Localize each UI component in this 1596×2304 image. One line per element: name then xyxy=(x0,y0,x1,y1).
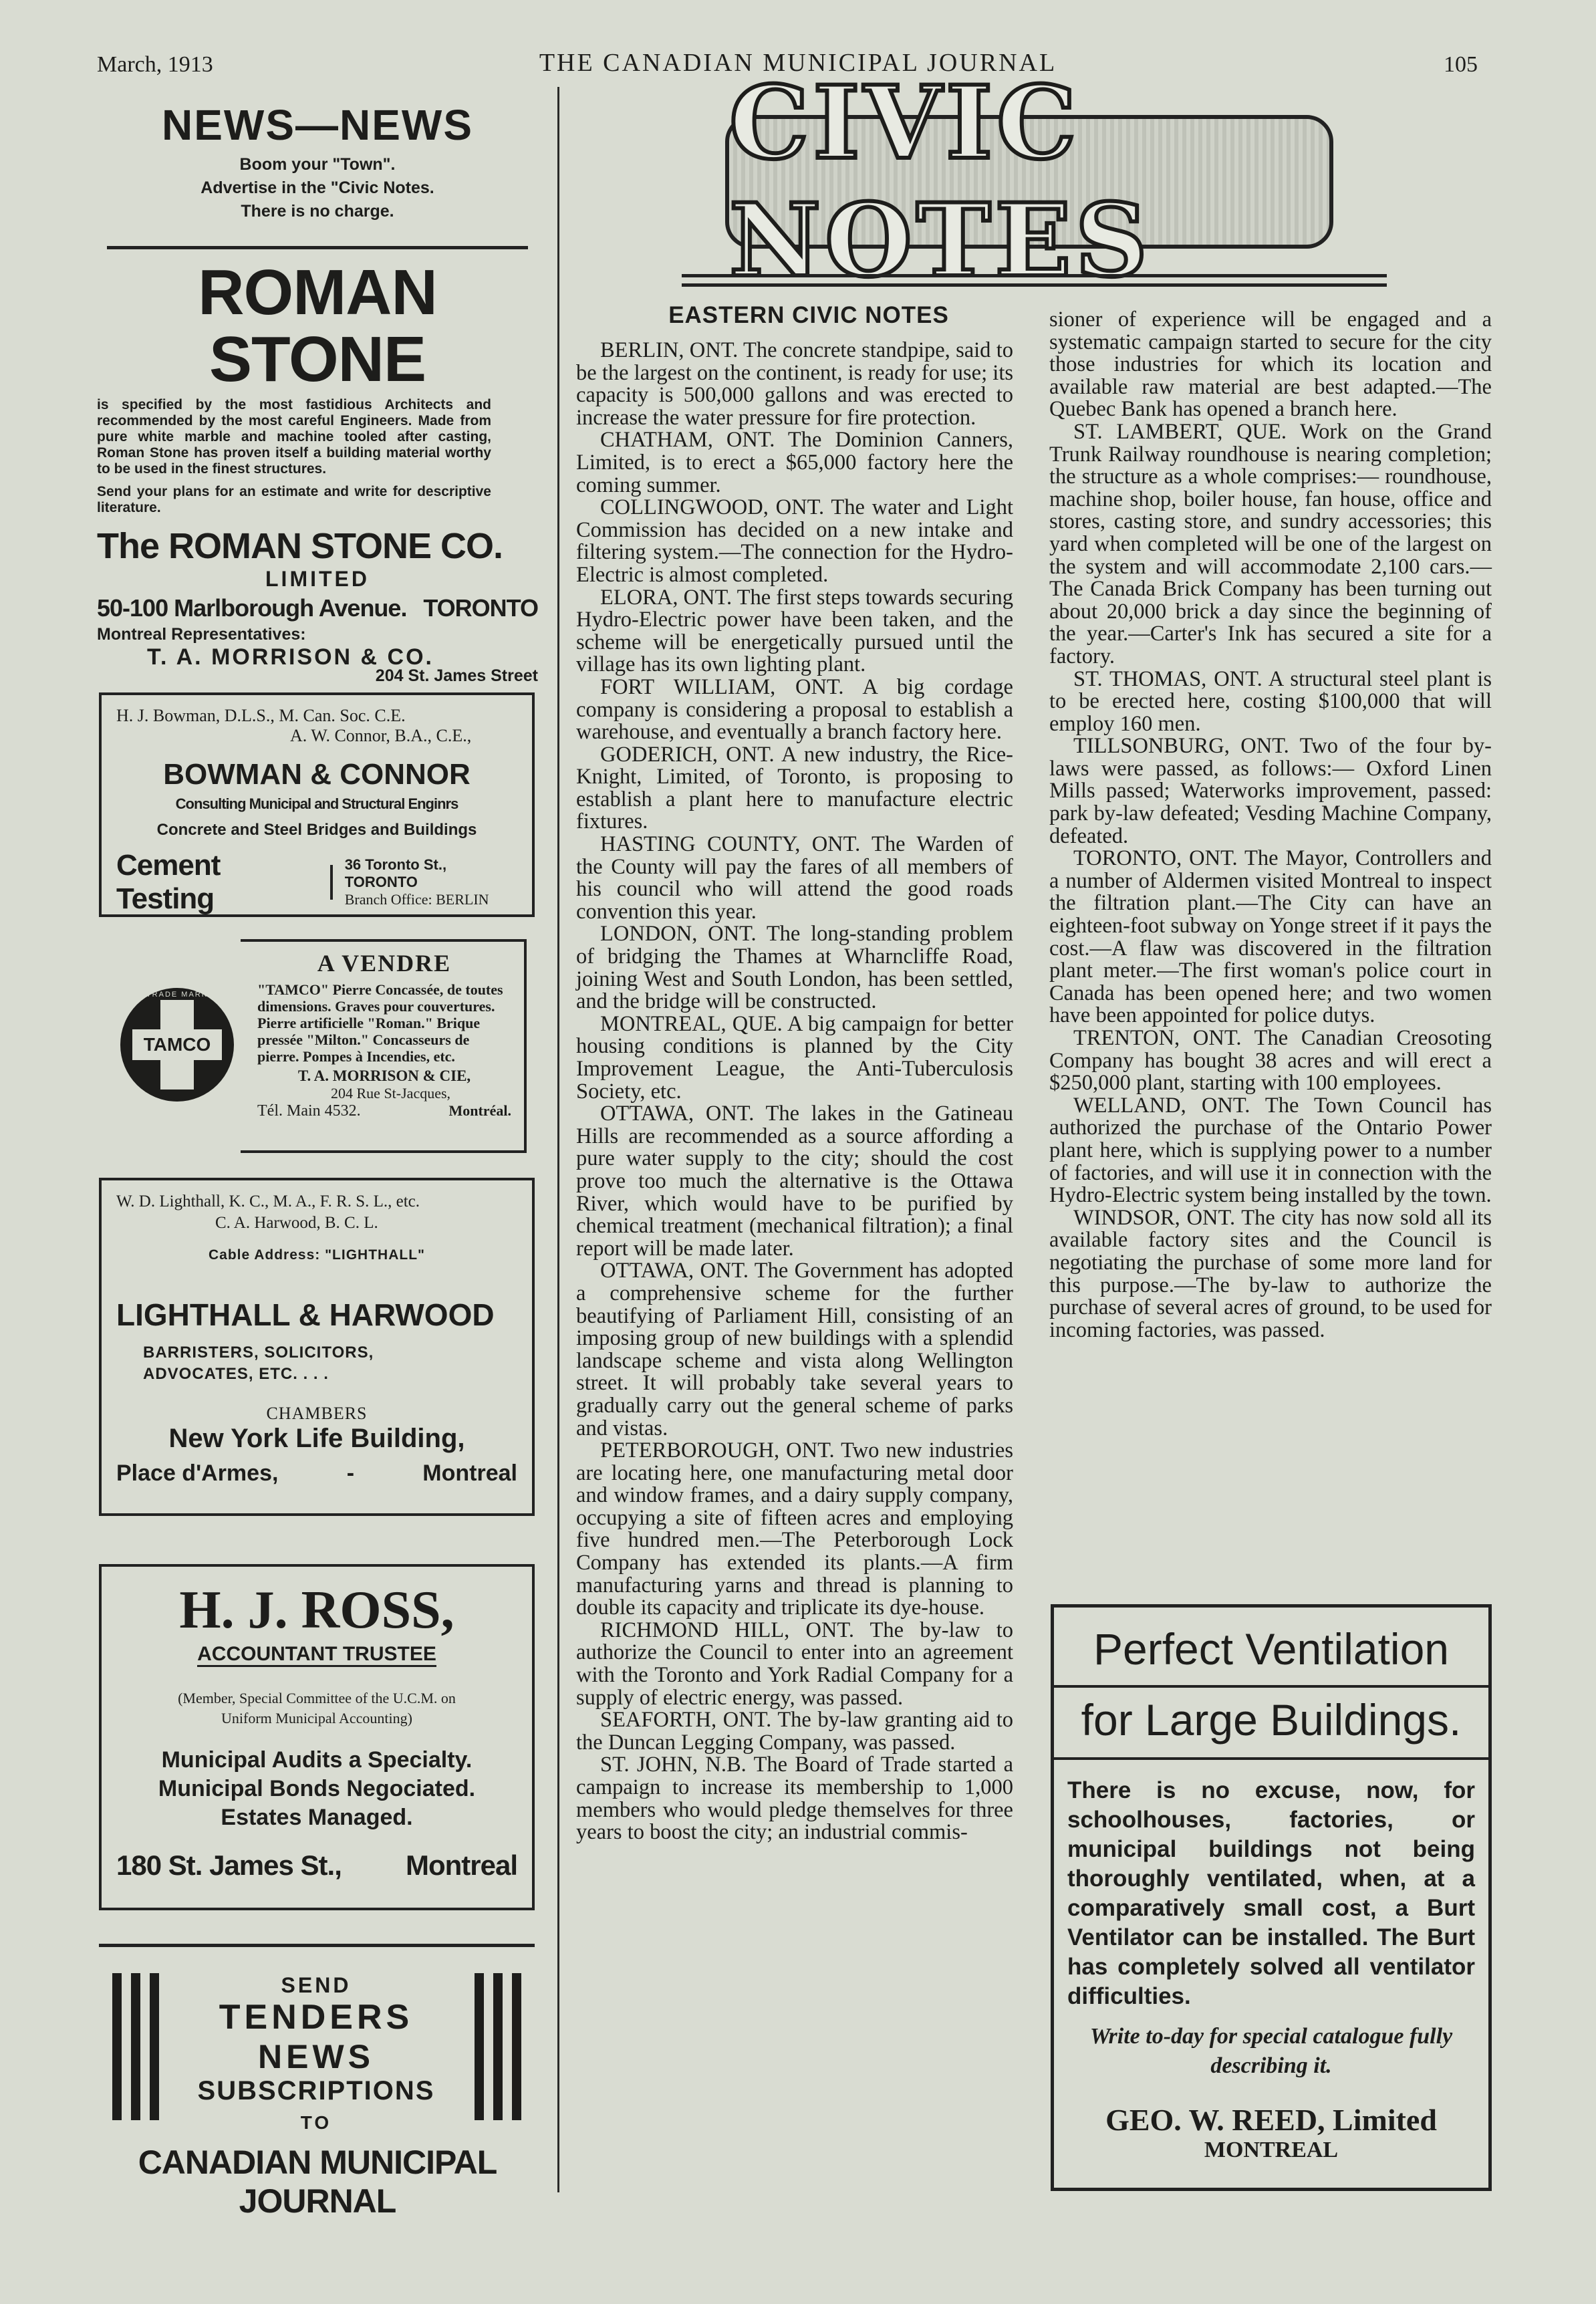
tamco-city: Montréal. xyxy=(448,1102,511,1119)
divider xyxy=(107,246,528,249)
ross-specialty-2: Municipal Bonds Negociated. xyxy=(158,1776,476,1801)
roman-stone-rep-label: Montreal Representatives: xyxy=(97,625,306,644)
article-paragraph: RICHMOND HILL, ONT. The by-law to authorize the Council to enter into an agreement with the Toronto and York Radial Company for a supply of electric energy, was passed. xyxy=(576,1618,1013,1710)
tamco-company: T. A. MORRISON & CIE, xyxy=(297,1067,471,1084)
article-paragraph: TORONTO, ONT. The Mayor, Controllers and a number of Aldermen visited Montreal to inspect the filtration plant.—The City can have an eighteen-foot subway on Yonge street if it pays the cost.—A flaw was discovered in the filtration plant meter.—The first woman's police court in Canada has been opened here; and two women have been appointed for police dutys. xyxy=(1049,846,1492,1028)
lighthall-credentials-2: C. A. Harwood, B. C. L. xyxy=(215,1214,378,1232)
subscriptions-label: SUBSCRIPTIONS xyxy=(197,2076,435,2105)
separator xyxy=(330,865,333,900)
send-label: SEND xyxy=(281,1973,352,1997)
journal-title: THE CANADIAN MUNICIPAL JOURNAL xyxy=(539,49,1057,77)
news-ad xyxy=(97,100,538,221)
ross-address: 180 St. James St., xyxy=(116,1849,342,1881)
ventilation-title-1: Perfect Ventilation xyxy=(1093,1624,1449,1674)
tamco-body: "TAMCO" Pierre Concassée, de toutes dimensions. Graves pour couvertures. Pierre artificielle "Roman." Brique pressée "Milton." Concasseurs de pierre. Pompes à Incendies, etc. xyxy=(257,981,503,1065)
article-paragraph: OTTAWA, ONT. The lakes in the Gatineau Hills are recommended as a source affording a pure water supply to the city; should the cost prove too much the alternative is the Ottawa River, which would have to be purified by chemical treatment (mechanical filtration); a final report will be made later. xyxy=(576,1102,1013,1261)
ross-specialty-3: Estates Managed. xyxy=(221,1805,413,1830)
bowman-credentials-2: A. W. Connor, B.A., C.E., xyxy=(290,726,472,745)
bar-decoration xyxy=(131,1973,140,2120)
tamco-badge-label: TAMCO xyxy=(143,1034,211,1055)
roman-stone-title: ROMAN STONE xyxy=(198,257,437,395)
ross-member-2: Uniform Municipal Accounting) xyxy=(221,1710,412,1726)
bowman-connor-ad xyxy=(99,692,535,917)
article-paragraph: MONTREAL, QUE. A big campaign for better housing conditions is planned by the City Improvement League, the Anti-Tuberculosis Society, etc. xyxy=(576,1011,1013,1104)
article-paragraph: COLLINGWOOD, ONT. The water and Light Commission has decided on a new intake and filtering system.—The connection for the Hydro-Electric is almost completed. xyxy=(576,495,1013,587)
ventilation-city: MONTREAL xyxy=(1204,2138,1339,2162)
lighthall-chambers: CHAMBERS xyxy=(266,1404,368,1423)
news-line-1: Boom your "Town". xyxy=(239,155,396,174)
lighthall-dash: - xyxy=(346,1460,355,1486)
article-paragraph: WINDSOR, ONT. The city has now sold all its available factory sites and the Council is negotiating the purchase of some more land for this purpose.—The by-law to authorize the purchase of several acres of ground, to be used for incoming factories, was passed. xyxy=(1049,1205,1492,1342)
bowman-cement-testing: Cement Testing xyxy=(116,849,221,915)
ross-sub: ACCOUNTANT TRUSTEE xyxy=(116,1643,517,1666)
roman-stone-company: The ROMAN STONE CO. xyxy=(97,526,503,566)
ross-ad xyxy=(99,1564,535,1910)
journal-name: CANADIAN MUNICIPAL JOURNAL xyxy=(138,2144,497,2220)
ross-title: H. J. ROSS, xyxy=(179,1581,454,1640)
article-paragraph: OTTAWA, ONT. The Government has adopted a comprehensive scheme for the further beautifying of Parliament Hill, consisting of an imposing group of new buildings with a splendid landscape scheme and vista along Wellington street. It will probably take several years to gradually carry out the general scheme of parks and vistas. xyxy=(576,1259,1013,1440)
article-paragraph: ST. THOMAS, ONT. A structural steel plant is to be erected here, costing $100,000 that will employ 160 men. xyxy=(1049,666,1492,736)
tamco-title: A VENDRE xyxy=(317,950,452,977)
tamco-trademark: TRADE MARK xyxy=(146,991,209,999)
ross-specialty-1: Municipal Audits a Specialty. xyxy=(161,1747,473,1773)
title-rule-bottom xyxy=(682,283,1387,287)
ross-member-1: (Member, Special Committee of the U.C.M. on xyxy=(178,1690,456,1706)
tamco-tel: Tél. Main 4532. xyxy=(257,1102,361,1120)
roman-stone-city: TORONTO xyxy=(423,594,538,622)
article-paragraph: HASTING COUNTY, ONT. The Warden of the County will pay the fares of all members of his council who will attend the good roads convention this year. xyxy=(576,832,1013,924)
article-paragraph: sioner of experience will be engaged and a systematic campaign started to secure for the city those industries for which its location and available raw material are best adapted.—The Quebec Bank has opened a branch here. xyxy=(1049,307,1492,422)
lighthall-credentials-1: W. D. Lighthall, K. C., M. A., F. R. S. L., etc. xyxy=(116,1192,420,1210)
issue-date: March, 1913 xyxy=(97,52,213,77)
divider xyxy=(1054,1757,1488,1760)
lighthall-building: New York Life Building, xyxy=(168,1424,465,1453)
ventilation-body: There is no excuse, now, for schoolhouses, factories, or municipal buildings not being thoroughly ventilated, when, at a comparatively small cost, a Burt Ventilator can be installed. The Burt has completely solved all ventilator difficulties. xyxy=(1067,1777,1475,2009)
article-column-2 xyxy=(1049,309,1492,1341)
article-paragraph: ST. LAMBERT, QUE. Work on the Grand Trunk Railway roundhouse is nearing completion; the structure as a whole comprises:— roundhouse, machine shop, boiler house, fan house, office and stores, casting store, and sundry accessories; this yard when completed will be one of the largest on the system and will accommodate 2,100 cars.—The Canada Brick Company has been turning out about 20,000 brick a day since the beginning of the year.—Carter's Ink has secured a site for a factory. xyxy=(1049,419,1492,668)
lighthall-harwood-ad xyxy=(99,1178,535,1516)
bowman-address: 36 Toronto St., TORONTO xyxy=(344,856,447,890)
divider xyxy=(99,1944,535,1947)
to-label: TO xyxy=(300,2112,332,2133)
roman-stone-cta: Send your plans for an estimate and write for descriptive literature. xyxy=(97,484,491,515)
page-number: 105 xyxy=(1444,52,1478,77)
article-paragraph: TRENTON, ONT. The Canadian Creosoting Company has bought 38 acres and will erect a $250,000 plant, starting with 100 employees. xyxy=(1049,1026,1492,1096)
article-paragraph: GODERICH, ONT. A new industry, the Rice-Knight, Limited, of Toronto, is proposing to establish a plant here to manufacture electric fixtures. xyxy=(576,742,1013,834)
bar-decoration xyxy=(493,1973,503,2120)
ventilation-cta: Write to-day for special catalogue fully describing it. xyxy=(1089,2024,1453,2078)
tamco-text xyxy=(257,949,511,1120)
bowman-sub-2: Concrete and Steel Bridges and Buildings xyxy=(156,821,477,839)
send-tenders-ad xyxy=(99,1973,535,2140)
tenders-label: TENDERS xyxy=(219,1998,414,2037)
news-line-2: Advertise in the "Civic Notes. xyxy=(201,178,434,197)
ventilation-ad xyxy=(1051,1604,1492,2191)
bowman-credentials-1: H. J. Bowman, D.L.S., M. Can. Soc. C.E. xyxy=(116,706,406,725)
news-label: NEWS xyxy=(258,2038,374,2075)
article-paragraph: CHATHAM, ONT. The Dominion Canners, Limited, is to erect a $65,000 factory here the coming summer. xyxy=(576,428,1013,497)
article-paragraph: ELORA, ONT. The first steps towards securing Hydro-Electric power have been taken, and the scheme will be energetically pursued until the village has its own lighting plant. xyxy=(576,585,1013,677)
roman-stone-rep-name: T. A. MORRISON & CO. xyxy=(147,644,434,670)
ventilation-title-2: for Large Buildings. xyxy=(1081,1695,1462,1745)
bar-decoration xyxy=(150,1973,159,2120)
tamco-badge xyxy=(120,988,234,1102)
tamco-address: 204 Rue St-Jacques, xyxy=(331,1085,451,1102)
lighthall-sub-2: ADVOCATES, ETC. . . . xyxy=(143,1365,329,1383)
divider xyxy=(1054,1685,1488,1688)
article-paragraph: ST. JOHN, N.B. The Board of Trade started a campaign to increase its membership to 1,000 members who would pledge themselves for three years to boost the city; an industrial commis- xyxy=(576,1753,1013,1845)
article-paragraph: SEAFORTH, ONT. The by-law granting aid to the Duncan Legging Company, was passed. xyxy=(576,1708,1013,1755)
bar-decoration xyxy=(512,1973,521,2120)
article-column-1 xyxy=(576,340,1013,1844)
article-paragraph: PETERBOROUGH, ONT. Two new industries are locating here, one manufacturing metal door and window frames, and a dairy supply company, occupying a site of fifteen acres and employing five hundred men.—The Peterborough Lock Company has extended its plants.—A firm manufacturing yarns and thread is planning to double its capacity and triplicate its dye-house. xyxy=(576,1438,1013,1620)
article-paragraph: WELLAND, ONT. The Town Council has authorized the purchase of the Ontario Power plant here, which is supplying power to a number of factories, and will use it in connection with the Hydro-Electric system being installed by the town. xyxy=(1049,1093,1492,1208)
ross-city: Montreal xyxy=(405,1849,517,1881)
article-paragraph: TILLSONBURG, ONT. Two of the four by-laws were passed, as follows:— Oxford Linen Mills passed; Waterworks improvement, passed: park by-law defeated; Vesding Machine Company, defeated. xyxy=(1049,734,1492,848)
civic-notes-title: CIVIC NOTES xyxy=(725,115,1333,249)
bar-decoration xyxy=(112,1973,122,2120)
bowman-title: BOWMAN & CONNOR xyxy=(163,758,471,791)
title-rule-top xyxy=(682,274,1387,277)
lighthall-place: Place d'Armes, xyxy=(116,1460,279,1486)
news-headline: NEWS—NEWS xyxy=(162,101,473,149)
column-divider xyxy=(557,87,559,2192)
bar-decoration xyxy=(475,1973,484,2120)
roman-stone-limited: LIMITED xyxy=(265,567,370,591)
article-paragraph: FORT WILLIAM, ONT. A big cordage company is considering a proposal to establish a warehouse, and eventually a branch factory here. xyxy=(576,674,1013,745)
lighthall-cable: Cable Address: "LIGHTHALL" xyxy=(209,1247,425,1263)
roman-stone-body: is specified by the most fastidious Architects and recommended by the most careful Engineers. Made from pure white marble and machine tooled after casting, Roman Stone has proven itself a building material worthy to be used in the finest structures. xyxy=(97,397,491,477)
article-paragraph: BERLIN, ONT. The concrete standpipe, said to be the largest on the continent, is ready for use; its capacity is 500,000 gallons and was erected to increase the water pressure for fire protection. xyxy=(576,338,1013,430)
article-heading: EASTERN CIVIC NOTES xyxy=(668,302,949,328)
article-paragraph: LONDON, ONT. The long-standing problem of bridging the Thames at Wharncliffe Road, joining West and South London, has been settled, and the bridge will be constructed. xyxy=(576,922,1013,1014)
bowman-branch: Branch Office: BERLIN xyxy=(344,891,489,908)
roman-stone-rep-address: 204 St. James Street xyxy=(375,666,538,685)
roman-stone-ad xyxy=(97,259,538,686)
lighthall-title: LIGHTHALL & HARWOOD xyxy=(116,1297,495,1332)
bowman-sub-1: Consulting Municipal and Structural Enginrs xyxy=(175,795,458,812)
ventilation-company: GEO. W. REED, Limited xyxy=(1105,2103,1437,2137)
lighthall-sub-1: BARRISTERS, SOLICITORS, xyxy=(143,1343,374,1362)
news-line-3: There is no charge. xyxy=(241,202,394,221)
lighthall-city: Montreal xyxy=(422,1460,517,1486)
roman-stone-address: 50-100 Marlborough Avenue. xyxy=(97,594,407,622)
